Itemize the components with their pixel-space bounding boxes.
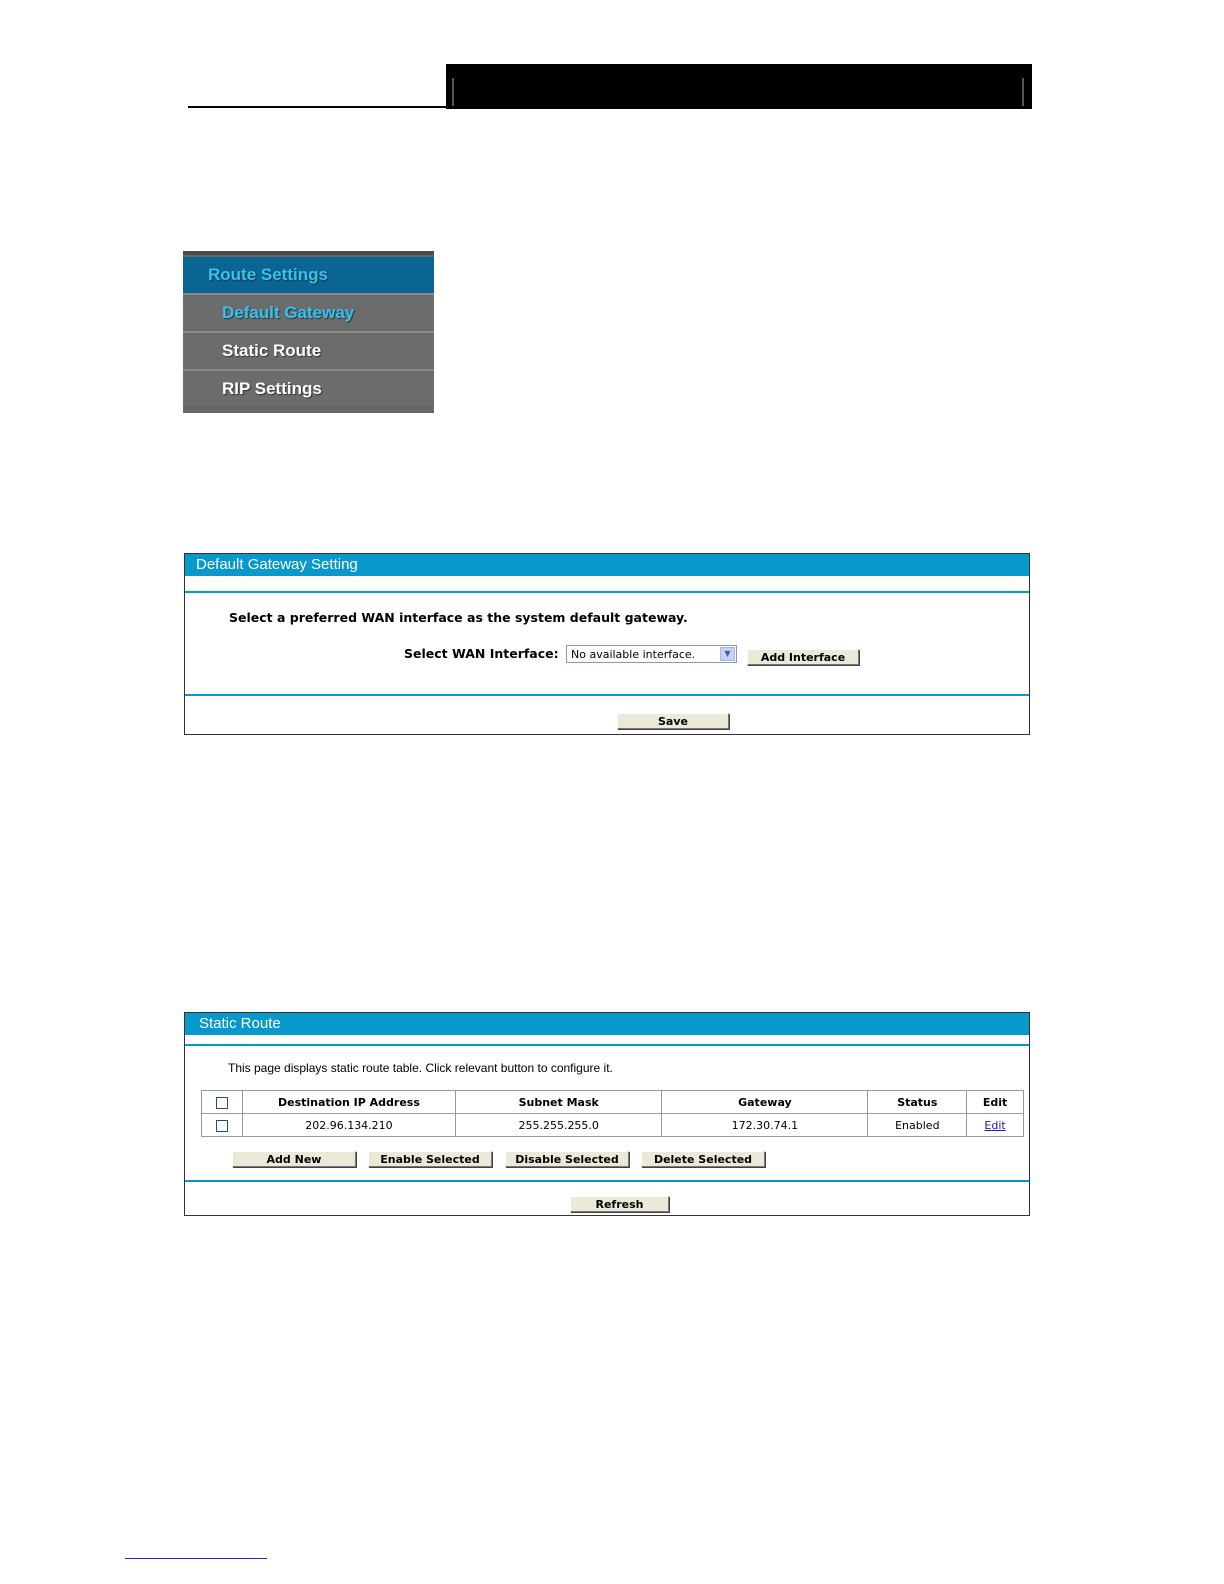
column-header-status: Status <box>868 1091 967 1114</box>
cell-status: Enabled <box>868 1114 967 1137</box>
edit-link[interactable]: Edit <box>984 1118 1006 1132</box>
delete-selected-button[interactable]: Delete Selected <box>641 1151 765 1167</box>
add-new-button[interactable]: Add New <box>232 1151 356 1167</box>
menu-item-rip-settings[interactable]: RIP Settings <box>183 369 434 405</box>
row-select-cell <box>202 1114 243 1137</box>
wan-interface-select[interactable] <box>566 645 737 663</box>
header-bar-divider <box>1022 78 1024 106</box>
gateway-instruction: Select a preferred WAN interface as the system default gateway. <box>229 610 688 625</box>
header-bar <box>446 64 1032 109</box>
panel-title: Static Route <box>185 1013 1029 1035</box>
header-rule <box>188 106 446 108</box>
cell-gateway: 172.30.74.1 <box>662 1114 868 1137</box>
static-route-description: This page displays static route table. Click relevant button to configure it. <box>228 1061 613 1075</box>
panel-divider <box>185 1180 1029 1182</box>
enable-selected-button[interactable]: Enable Selected <box>368 1151 492 1167</box>
static-route-panel <box>184 1012 1030 1216</box>
menu-item-default-gateway[interactable]: Default Gateway <box>183 293 434 329</box>
column-header-edit: Edit <box>967 1091 1024 1114</box>
disable-selected-button[interactable]: Disable Selected <box>505 1151 629 1167</box>
column-header-gateway: Gateway <box>662 1091 868 1114</box>
cell-subnet-mask: 255.255.255.0 <box>456 1114 662 1137</box>
refresh-button[interactable]: Refresh <box>570 1196 669 1212</box>
menu-item-static-route[interactable]: Static Route <box>183 331 434 367</box>
chevron-down-icon[interactable]: ▼ <box>720 647 735 661</box>
panel-divider <box>185 591 1029 593</box>
add-interface-button[interactable]: Add Interface <box>747 649 859 665</box>
header-bar-divider <box>452 78 454 106</box>
wan-interface-select-value: No available interface. <box>571 648 696 661</box>
footer-rule <box>125 1558 267 1559</box>
panel-title: Default Gateway Setting <box>185 554 1029 576</box>
save-button[interactable]: Save <box>617 713 729 729</box>
route-settings-menu <box>183 251 434 413</box>
panel-divider <box>185 694 1029 696</box>
table-row <box>202 1114 1024 1137</box>
select-all-cell <box>202 1091 243 1114</box>
static-route-table <box>201 1090 1024 1137</box>
table-header-row <box>202 1091 1024 1114</box>
select-all-checkbox[interactable] <box>216 1097 228 1109</box>
panel-divider <box>185 1044 1029 1046</box>
column-header-subnet-mask: Subnet Mask <box>456 1091 662 1114</box>
menu-title-route-settings[interactable]: Route Settings <box>183 257 434 293</box>
default-gateway-panel <box>184 553 1030 735</box>
select-wan-label: Select WAN Interface: <box>404 646 559 661</box>
column-header-destination: Destination IP Address <box>242 1091 455 1114</box>
row-checkbox[interactable] <box>216 1120 228 1132</box>
cell-destination: 202.96.134.210 <box>242 1114 455 1137</box>
cell-edit <box>967 1114 1024 1137</box>
